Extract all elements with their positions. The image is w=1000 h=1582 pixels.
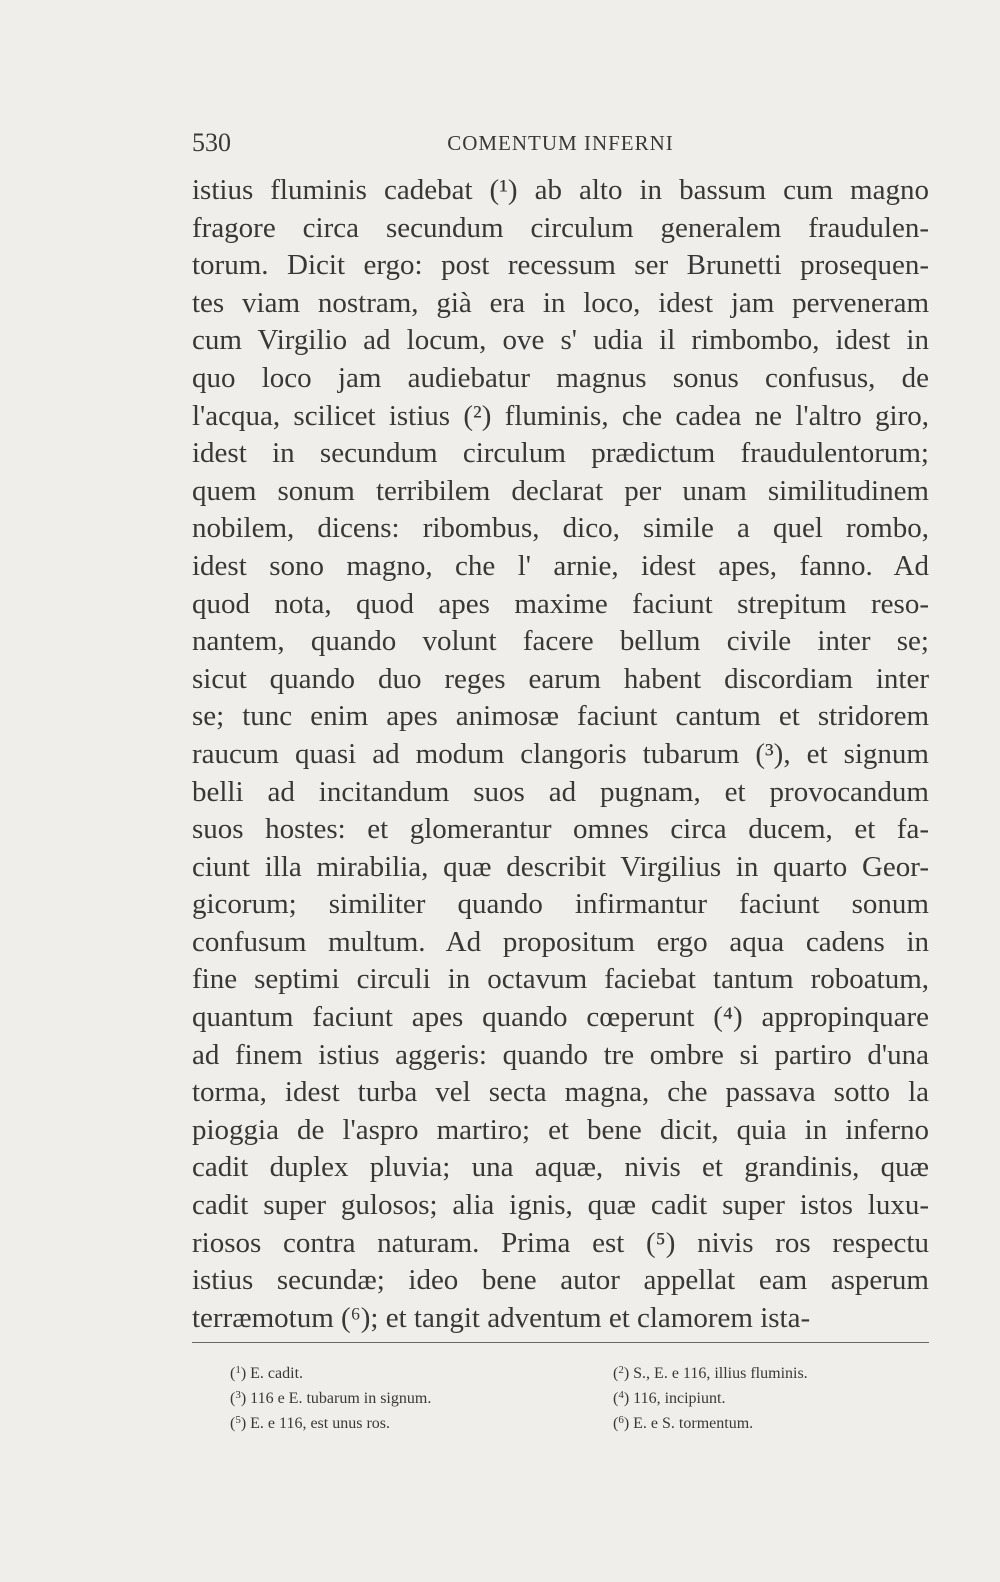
- text-line: sicut quando duo reges earum habent discordiam inter: [192, 662, 929, 695]
- footnote: ($^2$) S., E. e 116, illius fluminis.: [613, 1364, 808, 1382]
- footnote-number: 5: [235, 1414, 241, 1426]
- text-line: cadit super gulosos; alia ignis, quæ cadit super istos luxu-: [192, 1189, 929, 1222]
- footnote-rule: [192, 1342, 929, 1343]
- text-line: fine septimi circuli in octavum faciebat tantum roboatum,: [192, 963, 929, 996]
- text-line: idest sono magno, che l' arnie, idest apes, fanno. Ad: [192, 549, 929, 582]
- footnote: ($^3$) 116 e E. tubarum in signum.: [230, 1389, 432, 1407]
- text-line: istius secundæ; ideo bene autor appellat eam asperum: [192, 1264, 929, 1297]
- footnote-text: 116 e E. tubarum in signum.: [250, 1390, 432, 1407]
- text-line: ciunt illa mirabilia, quæ describit Virgilius in quarto Geor-: [192, 850, 929, 883]
- footnote: ($^6$) E. e S. tormentum.: [613, 1414, 754, 1432]
- text-line: quantum faciunt apes quando cœperunt (⁴) appropinquare: [192, 1001, 929, 1034]
- footnote-text: E. e 116, est unus ros.: [250, 1415, 390, 1432]
- footnote-number: 1: [235, 1364, 241, 1376]
- text-line: confusum multum. Ad propositum ergo aqua cadens in: [192, 925, 929, 958]
- running-title: COMENTUM INFERNI: [447, 131, 674, 155]
- page-header: [192, 128, 929, 162]
- footnote-number: 4: [618, 1389, 624, 1401]
- text-line: quod nota, quod apes maxime faciunt strepitum reso-: [192, 587, 929, 620]
- text-line: tes viam nostram, già era in loco, idest jam perveneram: [192, 286, 929, 319]
- text-line: quo loco jam audiebatur magnus sonus confusus, de: [192, 361, 929, 394]
- body-text: [192, 172, 929, 1337]
- footnote: ($^5$) E. e 116, est unus ros.: [230, 1414, 390, 1432]
- text-line: suos hostes: et glomerantur omnes circa ducem, et fa-: [192, 813, 929, 846]
- text-line: torma, idest turba vel secta magna, che passava sotto la: [192, 1076, 929, 1109]
- text-line: fragore circa secundum circulum generalem fraudulen-: [192, 211, 929, 244]
- text-line: raucum quasi ad modum clangoris tubarum (³), et signum: [192, 737, 929, 770]
- text-line: ad finem istius aggeris: quando tre ombre si partiro d'una: [192, 1038, 929, 1071]
- text-line: se; tunc enim apes animosæ faciunt cantum et stridorem: [192, 700, 929, 733]
- text-line: idest in secundum circulum prædictum fraudulentorum;: [192, 437, 929, 470]
- footnote-text: E. cadit.: [250, 1365, 304, 1382]
- text-line: istius fluminis cadebat (¹) ab alto in bassum cum magno: [192, 174, 929, 206]
- text-line: quem sonum terribilem declarat per unam similitudinem: [192, 474, 929, 507]
- page-number: 530: [192, 128, 231, 157]
- footnote: ($^1$) E. cadit.: [230, 1364, 304, 1382]
- footnote: ($^4$) 116, incipiunt.: [613, 1389, 726, 1407]
- text-line: gicorum; similiter quando infirmantur faciunt sonum: [192, 888, 929, 921]
- footnote-text: 116, incipiunt.: [633, 1390, 726, 1407]
- footnote-text: S., E. e 116, illius fluminis.: [633, 1365, 808, 1382]
- text-line: l'acqua, scilicet istius (²) fluminis, che cadea ne l'altro giro,: [192, 399, 929, 432]
- footnote-number: 6: [618, 1414, 624, 1426]
- text-line: terræmotum (⁶); et tangit adventum et clamorem ista-: [192, 1301, 811, 1334]
- text-line: cadit duplex pluvia; una aquæ, nivis et grandinis, quæ: [192, 1151, 929, 1184]
- text-line: nobilem, dicens: ribombus, dico, simile a quel rombo,: [192, 512, 929, 545]
- footnote-text: E. e S. tormentum.: [633, 1415, 754, 1432]
- text-line: pioggia de l'aspro martiro; et bene dicit, quia in inferno: [192, 1113, 929, 1146]
- footnote-number: 2: [618, 1364, 624, 1376]
- footnote-number: 3: [235, 1389, 241, 1401]
- footnotes-left-column: [230, 1358, 610, 1433]
- text-line: nantem, quando volunt facere bellum civile inter se;: [192, 625, 929, 658]
- text-line: riosos contra naturam. Prima est (⁵) nivis ros respectu: [192, 1226, 929, 1259]
- text-line: torum. Dicit ergo: post recessum ser Brunetti prosequen-: [192, 249, 929, 282]
- text-line: cum Virgilio ad locum, ove s' udia il rimbombo, idest in: [192, 324, 929, 357]
- footnotes-right-column: [613, 1358, 933, 1433]
- text-line: belli ad incitandum suos ad pugnam, et provocandum: [192, 775, 929, 808]
